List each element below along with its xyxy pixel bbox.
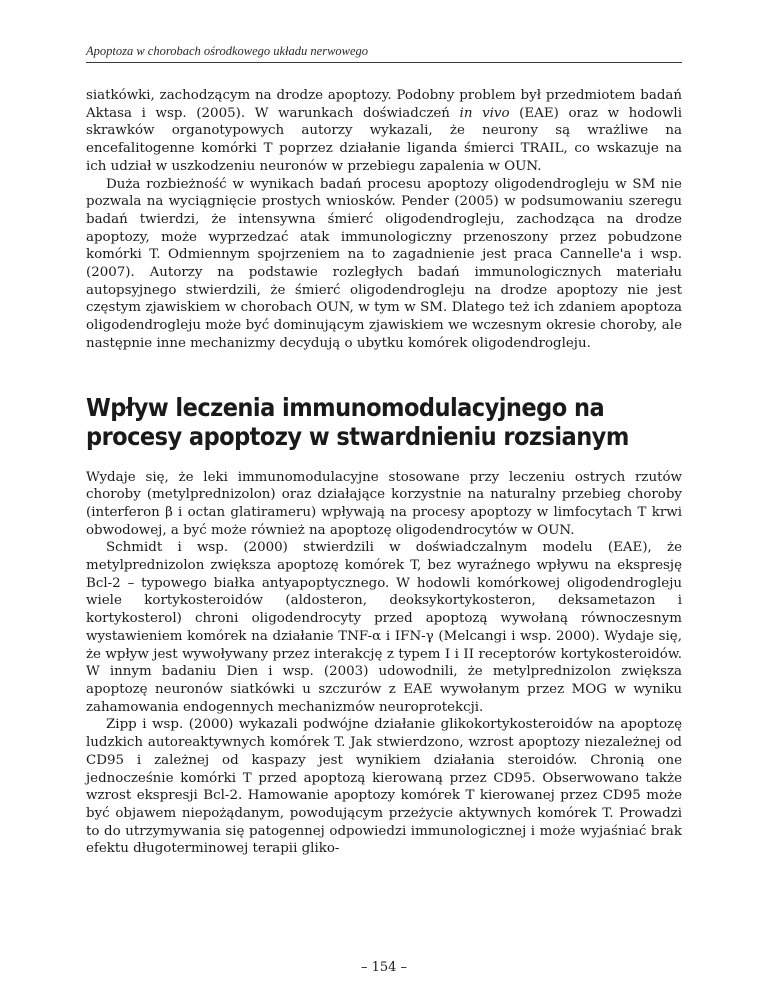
page-content xyxy=(86,87,682,858)
italic-term: in vivo xyxy=(459,105,510,121)
paragraph-continuation xyxy=(86,87,682,176)
page xyxy=(86,0,682,994)
paragraph: Wydaje się, że leki immunomodulacyjne stosowane przy leczeniu ostrych rzutów choroby (metylprednizolon) oraz działające korzystnie na naturalny przebieg choroby (interferon β i octan glatirameru) wpływają na procesy apoptozy w limfocytach T krwi obwodowej, a być może również na apoptozę oligodendrocytów w OUN. xyxy=(86,469,682,538)
paragraph-text: (EAE) oraz w hodowli skrawków organotypowych autorzy wykazali, że neurony są wrażliwe na encefalitogenne komórki T poprzez działanie liganda śmierci TRAIL, co wskazuje na ich udział w uszkodzeniu neuronów w przebiegu zapalenia w OUN. xyxy=(86,105,682,174)
paragraph: Duża rozbieżność w wynikach badań procesu apoptozy oligodendrogleju w SM nie pozwala na wyciągnięcie prostych wniosków. Pender (2005) w podsumowaniu szeregu badań twierdzi, że intensywna śmierć oligodendrogleju, zachodząca na drodze apoptozy, może wyprzedzać atak immunologiczny przenoszony przez pobudzone komórki T. Odmiennym spojrzeniem na to zagadnienie jest praca Cannelle'a i wsp. (2007). Autorzy na podstawie rozległych badań immunologicznych materiału autopsyjnego stwierdzili, że śmierć oligodendrogleju na drodze apoptozy nie jest częstym zjawiskiem w chorobach OUN, w tym w SM. Dlatego też ich zdaniem apoptoza oligodendrogleju może być dominującym zjawiskiem we wczesnym okresie choroby, ale następnie inne mechanizmy decydują o ubytku komórek oligodendrogleju. xyxy=(86,176,682,351)
section-heading: Wpływ leczenia immunomodulacyjnego na procesy apoptozy w stwardnieniu rozsianym xyxy=(86,392,629,451)
paragraph: Schmidt i wsp. (2000) stwierdzili w doświadczalnym modelu (EAE), że metylprednizolon zwiększa apoptozę komórek T, bez wyraźnego wpływu na ekspresję Bcl-2 – typowego białka antyapoptycznego. W hodowli komórkowej oligodendrogleju wiele kortykosteroidów (aldosteron, deoksykortykosteron, deksametazon i kortykosterol) chroni oligodendrocyty przed apoptozą wywołaną równoczesnym wystawieniem komórek na działanie TNF-α i IFN-γ (Melcangi i wsp. 2000). Wydaje się, że wpływ jest wywoływany przez interakcję z typem I i II receptorów kortykosteroidów. W innym badaniu Dien i wsp. (2003) udowodnili, że metylprednizolon zwiększa apoptozę neuronów siatkówki u szczurów z EAE wywołanym przez MOG w wyniku zahamowania endogennych mechanizmów neuroprotekcji. xyxy=(86,540,682,715)
running-header: Apoptoza w chorobach ośrodkowego układu nerwowego xyxy=(86,44,682,63)
paragraph-text: siatkówki, zachodzącym na drodze apoptozy. Podobny problem był przedmiotem badań Aktasa i wsp. (2005). W warunkach doświadczeń xyxy=(86,88,682,121)
page-number: – 154 – xyxy=(360,960,408,975)
paragraph: Zipp i wsp. (2000) wykazali podwójne działanie glikokortykosteroidów na apoptozę ludzkich autoreaktywnych komórek T. Jak stwierdzono, wzrost apoptozy niezależnej od CD95 i zależnej od kaspazy jest wynikiem działania steroidów. Chronią one jednocześnie komórki T przed apoptozą kierowaną przez CD95. Obserwowano także wzrost ekspresji Bcl-2. Hamowanie apoptozy komórek T kierowanej przez CD95 może być objawem niepożądanym, powodującym przeżycie aktywnych komórek T. Prowadzi to do utrzymywania się patogennej odpowiedzi immunologicznej i może wyjaśniać brak efektu długoterminowej terapii gliko- xyxy=(86,717,682,857)
